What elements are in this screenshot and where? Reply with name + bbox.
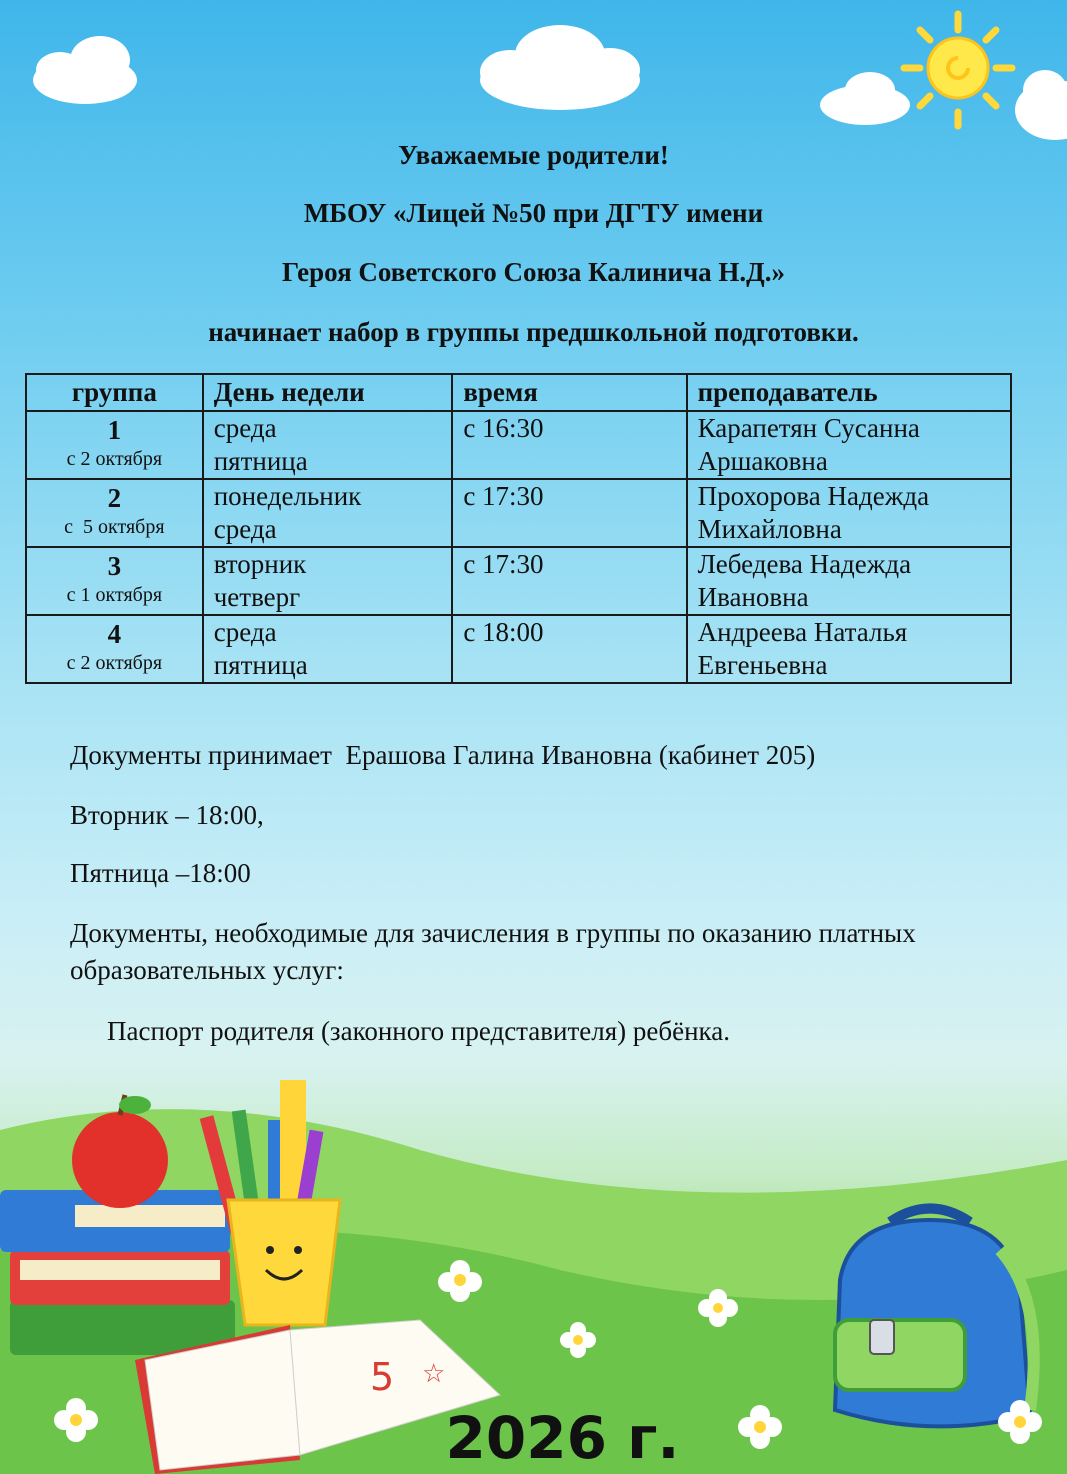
teacher-patronymic: Ивановна: [697, 582, 809, 612]
teacher-cell: [687, 479, 1011, 547]
column-header-time: время: [452, 374, 686, 411]
time-cell: с 17:30: [452, 547, 686, 615]
passport-requirement: Паспорт родителя (законного представителя) ребёнка.: [107, 1016, 731, 1046]
group-start-date: с 2 октября: [66, 652, 163, 674]
svg-text:5: 5: [370, 1355, 395, 1399]
books-icon: [0, 1190, 235, 1355]
table-row: [26, 547, 1011, 615]
teacher-cell: [687, 615, 1011, 683]
group-number: 2: [107, 483, 122, 513]
teacher-name: Карапетян Сусанна: [697, 413, 920, 443]
greeting-heading: Уважаемые родители!: [398, 140, 669, 170]
day: среда: [213, 514, 277, 544]
group-start-date: с 2 октября: [66, 448, 163, 470]
teacher-name: Лебедева Надежда: [697, 549, 912, 579]
teacher-name: Андреева Наталья: [697, 617, 908, 647]
day: пятница: [213, 650, 308, 680]
group-cell: [26, 479, 203, 547]
school-name-line1: МБОУ «Лицей №50 при ДГТУ имени: [303, 198, 764, 228]
required-documents-line2: образовательных услуг:: [70, 955, 344, 985]
time-cell: с 17:30: [452, 479, 686, 547]
group-cell: [26, 411, 203, 479]
day: среда: [213, 413, 277, 443]
table-row: [26, 411, 1011, 479]
table-header-row: [26, 374, 1011, 411]
group-number: 4: [107, 619, 122, 649]
group-cell: [26, 547, 203, 615]
table-row: [26, 479, 1011, 547]
group-start-date: с 1 октября: [66, 584, 163, 606]
days-cell: [203, 547, 453, 615]
day: пятница: [213, 446, 308, 476]
days-cell: [203, 479, 453, 547]
documents-accepted-text: Документы принимает Ерашова Галина Ивановна (кабинет 205): [70, 740, 816, 770]
group-number: 1: [107, 415, 122, 445]
teacher-cell: [687, 411, 1011, 479]
tuesday-hours: Вторник – 18:00,: [70, 800, 264, 830]
teacher-patronymic: Аршаковна: [697, 446, 828, 476]
day: вторник: [213, 549, 307, 579]
teacher-patronymic: Михайловна: [697, 514, 842, 544]
time-cell: с 16:30: [452, 411, 686, 479]
cloud-icon: [820, 72, 910, 125]
announcement-line: начинает набор в группы предшкольной подготовки.: [208, 317, 859, 347]
day: понедельник: [213, 481, 362, 511]
days-cell: [203, 615, 453, 683]
school-name-line2: Героя Советского Союза Калинича Н.Д.»: [281, 257, 786, 287]
cloud-icon: [1015, 70, 1067, 140]
cloud-icon: [480, 25, 640, 110]
sun-icon: [904, 14, 1012, 126]
group-start-date: с 5 октября: [64, 516, 165, 538]
column-header-teacher: преподаватель: [687, 374, 1011, 411]
year-label: 2026 г.: [445, 1404, 680, 1472]
days-cell: [203, 411, 453, 479]
time-cell: с 18:00: [452, 615, 686, 683]
teacher-cell: [687, 547, 1011, 615]
table-row: [26, 615, 1011, 683]
column-header-day: День недели: [203, 374, 453, 411]
day: среда: [213, 617, 277, 647]
friday-hours: Пятница –18:00: [70, 858, 251, 888]
group-number: 3: [107, 551, 122, 581]
group-cell: [26, 615, 203, 683]
svg-text:☆: ☆: [422, 1359, 446, 1389]
required-documents-line1: Документы, необходимые для зачисления в группы по оказанию платных: [70, 918, 916, 948]
teacher-name: Прохорова Надежда: [697, 481, 930, 511]
column-header-group: группа: [26, 374, 203, 411]
teacher-patronymic: Евгеньевна: [697, 650, 828, 680]
day: четверг: [213, 582, 301, 612]
schedule-table: [25, 373, 1012, 684]
cloud-icon: [33, 36, 137, 104]
